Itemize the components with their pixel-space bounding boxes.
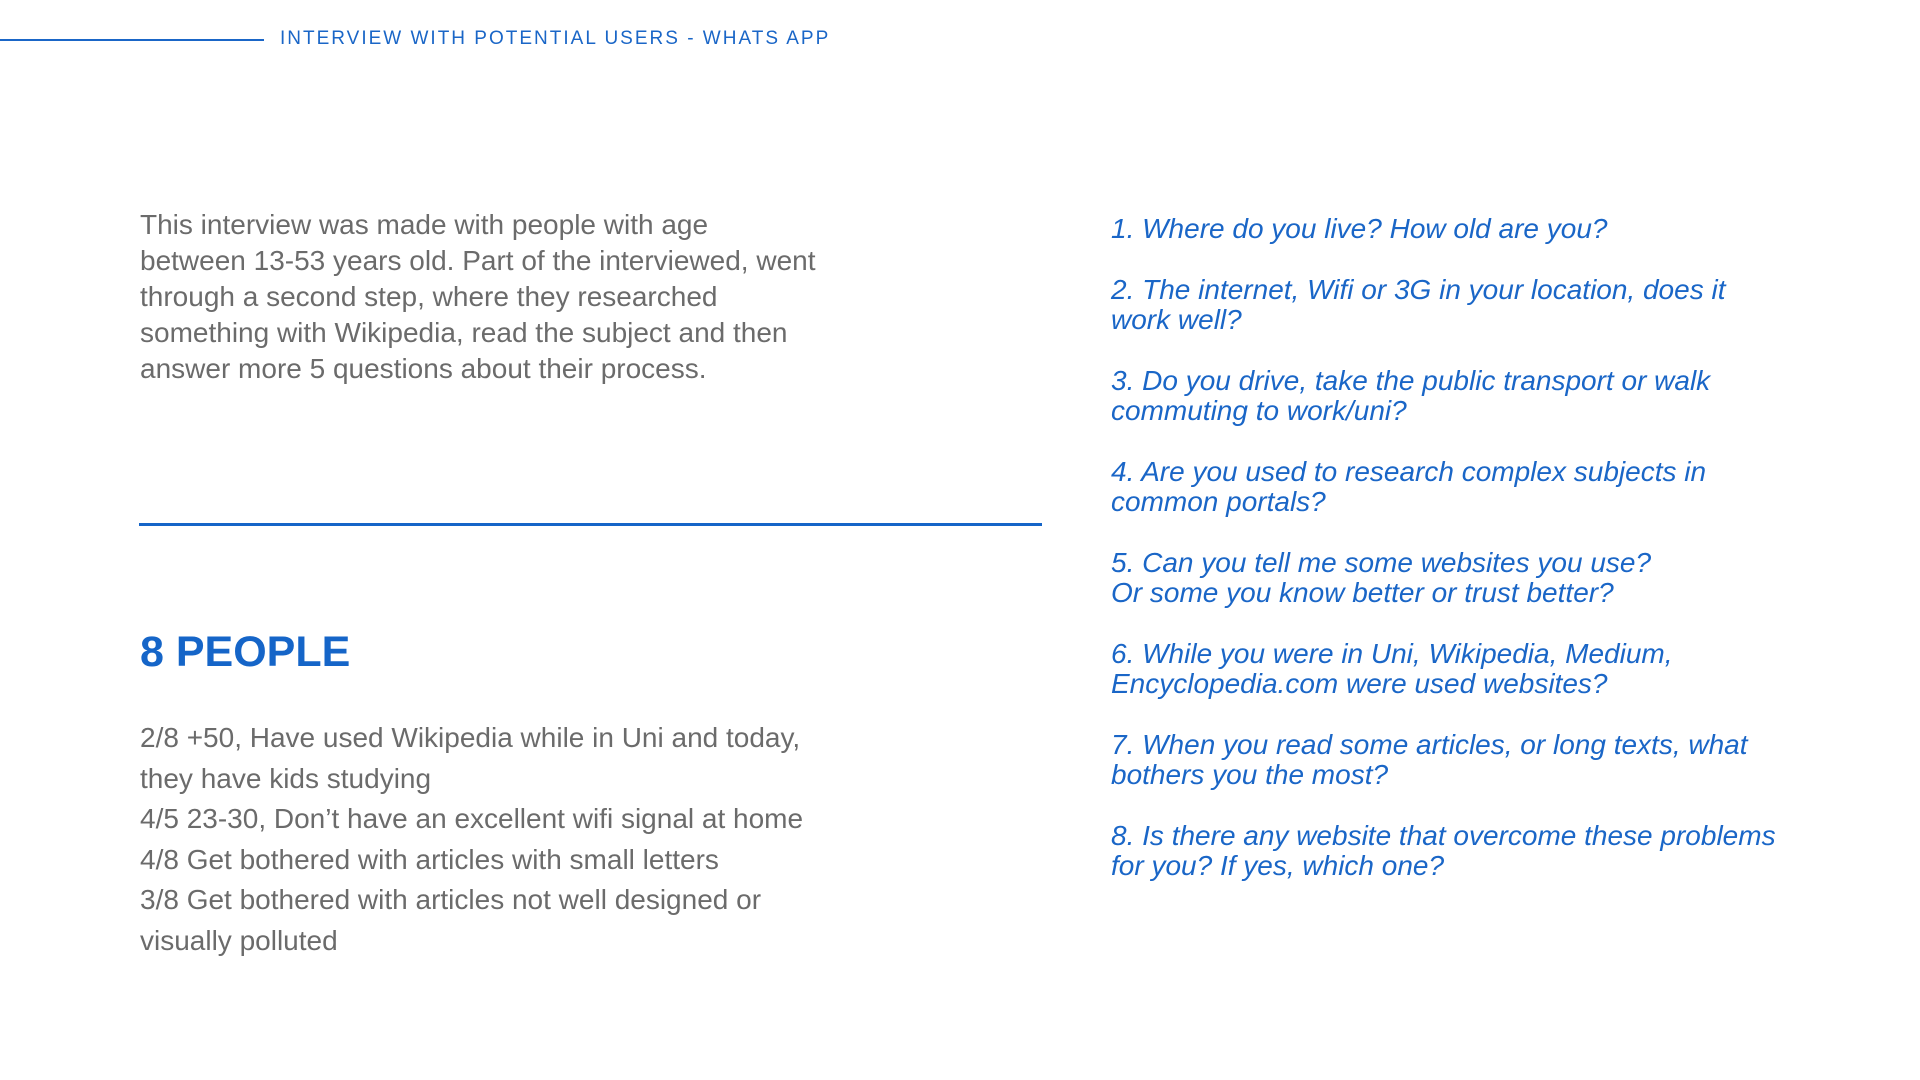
question-item: 5. Can you tell me some websites you use? Or some you know better or trust better?: [1111, 547, 1652, 608]
header-title: INTERVIEW WITH POTENTIAL USERS - WHATS APP: [280, 28, 831, 49]
header-rule: [0, 39, 264, 41]
question-item: 6. While you were in Uni, Wikipedia, Medium, Encyclopedia.com were used websites?: [1111, 638, 1673, 699]
people-count-heading: 8 PEOPLE: [140, 628, 351, 676]
question-item: 7. When you read some articles, or long texts, what bothers you the most?: [1111, 729, 1748, 790]
finding-item: 2/8 +50, Have used Wikipedia while in Uni and today, they have kids studying: [140, 722, 801, 794]
question-item: 1. Where do you live? How old are you?: [1111, 213, 1608, 244]
findings-list: [140, 718, 840, 961]
finding-item: 3/8 Get bothered with articles not well designed or visually polluted: [140, 884, 762, 956]
question-item: 4. Are you used to research complex subjects in common portals?: [1111, 456, 1707, 517]
finding-item: 4/5 23-30, Don’t have an excellent wifi signal at home: [140, 803, 804, 834]
intro-paragraph: This interview was made with people with age between 13-53 years old. Part of the interviewed, went through a second step, where they researched something with Wikipedia, read the subject and then answer more 5 questions about their process.: [140, 209, 816, 384]
question-item: 2. The internet, Wifi or 3G in your location, does it work well?: [1111, 274, 1726, 335]
question-item: 3. Do you drive, take the public transport or walk commuting to work/uni?: [1111, 365, 1711, 426]
finding-item: 4/8 Get bothered with articles with small letters: [140, 843, 719, 875]
question-item: 8. Is there any website that overcome these problems for you? If yes, which one?: [1111, 820, 1776, 881]
questions-list: [1111, 214, 1791, 912]
section-divider: [139, 523, 1042, 526]
